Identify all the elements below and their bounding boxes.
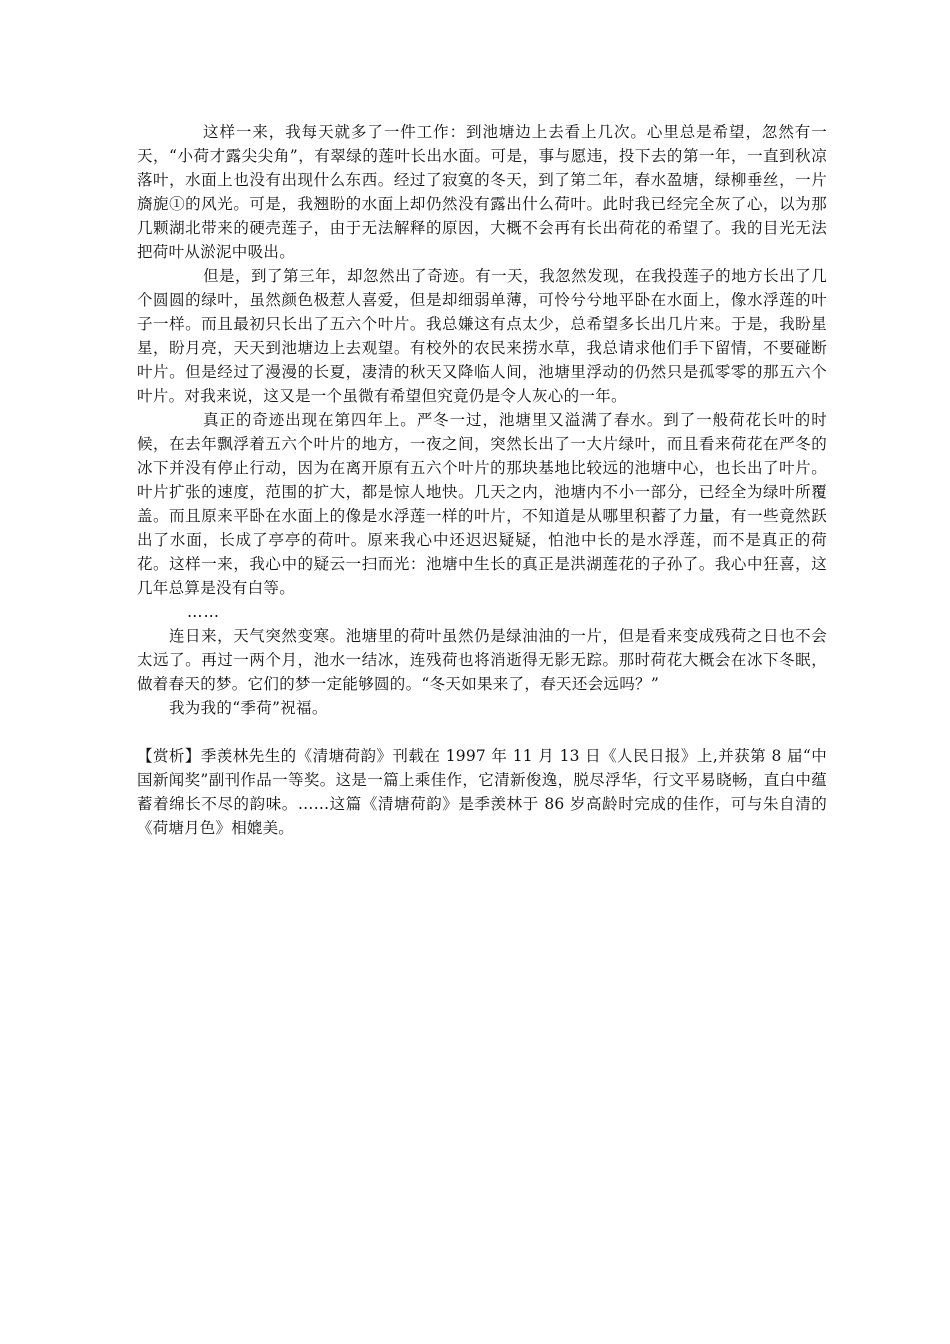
- paragraph-blessing: 我为我的“季荷”祝福。: [169, 699, 328, 717]
- paragraph-first-year: 这样一来，我每天就多了一件工作：到池塘边上去看上几次。心里总是希望，忽然有一天，“小荷才露尖尖角”，有翠绿的莲叶长出水面。可是，事与愿违，投下去的第一年，一直到秋凉落叶，水面上也没有出现什么东西。经过了寂寞的冬天，到了第二年，春水盈塘，绿柳垂丝，一片旖旎①的风光。可是，我翘盼的水面上却仍然没有露出什么荷叶。此时我已经完全灰了心，以为那几颗湖北带来的硬壳莲子，由于无法解释的原因，大概不会再有长出荷花的希望了。我的目光无法把荷叶从淤泥中吸出。: [137, 123, 827, 261]
- paragraph-fourth-year: 真正的奇迹出现在第四年上。严冬一过，池塘里又溢满了春水。到了一般荷花长叶的时候，在去年飘浮着五六个叶片的地方，一夜之间，突然长出了一大片绿叶，而且看来荷花在严冬的冰下并没有停止行动，因为在离开原有五六个叶片的那块基地比较远的池塘中心，也长出了叶片。叶片扩张的速度，范围的扩大，都是惊人地快。几天之内，池塘内不小一部分，已经全为绿叶所覆盖。而且原来平卧在水面上的像是水浮莲一样的叶片，不知道是从哪里积蓄了力量，有一些竟然跃出了水面，长成了亭亭的荷叶。原来我心中还迟迟疑疑，怕池中长的是水浮莲，而不是真正的荷花。这样一来，我心中的疑云一扫而光：池塘中生长的真正是洪湖莲花的子孙了。我心中狂喜，这几年总算是没有白等。: [137, 411, 827, 597]
- ellipsis-marker: ……: [187, 603, 220, 621]
- document-body: [137, 120, 827, 840]
- analysis-paragraph: 【赏析】季羡林先生的《清塘荷韵》刊载在 1997 年 11 月 13 日《人民日报》上,并获第 8 届“中国新闻奖”副刊作品一等奖。这是一篇上乘佳作，它清新俊逸，脱尽浮华，行文平易晓畅，直白中蕴蓄着绵长不尽的韵味。……这篇《清塘荷韵》是季羡林于 86 岁高龄时完成的佳作，可与朱自清的《荷塘月色》相媲美。: [137, 747, 827, 837]
- section-spacer: [137, 720, 827, 744]
- paragraph-winter: 连日来，天气突然变寒。池塘里的荷叶虽然仍是绿油油的一片，但是看来变成残荷之日也不会太远了。再过一两个月，池水一结冰，连残荷也将消逝得无影无踪。那时荷花大概会在冰下冬眠，做着春天的梦。它们的梦一定能够圆的。“冬天如果来了，春天还会远吗？”: [137, 627, 827, 693]
- paragraph-third-year: 但是，到了第三年，却忽然出了奇迹。有一天，我忽然发现，在我投莲子的地方长出了几个圆圆的绿叶，虽然颜色极惹人喜爱，但是却细弱单薄，可怜兮兮地平卧在水面上，像水浮莲的叶子一样。而且最初只长出了五六个叶片。我总嫌这有点太少，总希望多长出几片来。于是，我盼星星，盼月亮，天天到池塘边上去观望。有校外的农民来捞水草，我总请求他们手下留情，不要碰断叶片。但是经过了漫漫的长夏，凄清的秋天又降临人间，池塘里浮动的仍然只是孤零零的那五六个叶片。对我来说，这又是一个虽微有希望但究竟仍是令人灰心的一年。: [137, 267, 827, 405]
